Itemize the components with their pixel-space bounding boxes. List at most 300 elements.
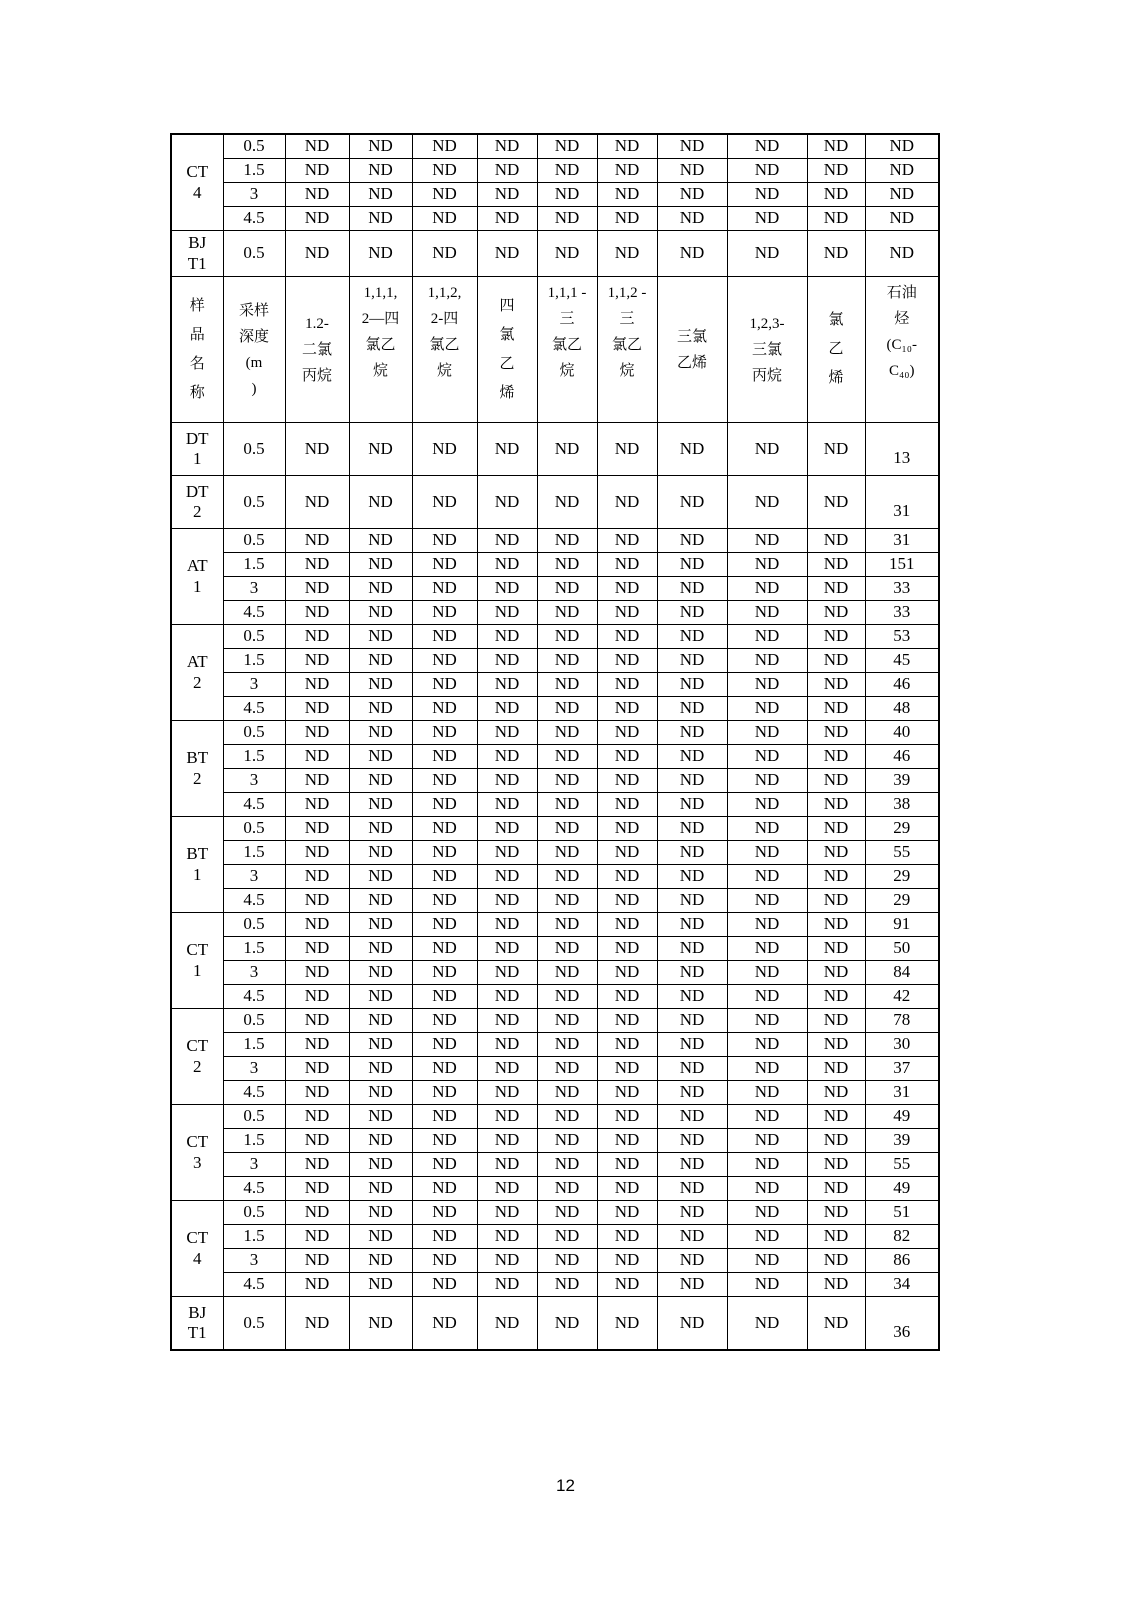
nd-value-cell: ND (807, 1033, 865, 1057)
nd-value-cell: ND (285, 553, 349, 577)
nd-value-cell: ND (412, 1105, 477, 1129)
nd-value-cell: ND (477, 183, 537, 207)
header-vinyl-chloride: 氯 乙 烯 (807, 277, 865, 423)
nd-value-cell: ND (349, 649, 412, 673)
nd-value-cell: ND (412, 745, 477, 769)
nd-value-cell: ND (285, 1081, 349, 1105)
nd-value-cell: ND (285, 913, 349, 937)
header-1-2-dichloropropane: 1.2- 二氯 丙烷 (285, 277, 349, 423)
header-petroleum-hydrocarbons-c10-c40: 石油 烃 (C₁₀- C₄₀) (865, 277, 939, 423)
depth-cell: 1.5 (223, 841, 285, 865)
nd-value-cell: ND (657, 183, 727, 207)
nd-value-cell: ND (285, 1273, 349, 1297)
nd-value-cell: ND (285, 697, 349, 721)
nd-value-cell: ND (349, 1033, 412, 1057)
nd-value-cell: ND (537, 673, 597, 697)
nd-value-cell: ND (285, 1153, 349, 1177)
petroleum-value-cell: 48 (865, 697, 939, 721)
depth-cell: 3 (223, 577, 285, 601)
nd-value-cell: ND (807, 937, 865, 961)
nd-value-cell: ND (349, 673, 412, 697)
nd-value-cell: ND (477, 1033, 537, 1057)
nd-value-cell: ND (285, 1105, 349, 1129)
nd-value-cell: ND (807, 1105, 865, 1129)
sample-row-at1-0-5 (171, 529, 939, 553)
nd-value-cell: ND (537, 553, 597, 577)
nd-value-cell: ND (727, 1273, 807, 1297)
nd-value-cell: ND (412, 1009, 477, 1033)
nd-value-cell: ND (477, 159, 537, 183)
nd-value-cell: ND (349, 1057, 412, 1081)
nd-value-cell: ND (807, 159, 865, 183)
nd-value-cell: ND (727, 577, 807, 601)
sample-row-at2-4-5 (171, 697, 939, 721)
nd-value-cell: ND (349, 553, 412, 577)
nd-value-cell: ND (597, 793, 657, 817)
nd-value-cell: ND (412, 673, 477, 697)
nd-value-cell: ND (727, 697, 807, 721)
nd-value-cell: ND (807, 769, 865, 793)
petroleum-value-cell: 49 (865, 1105, 939, 1129)
nd-value-cell: ND (349, 1129, 412, 1153)
nd-value-cell: ND (412, 913, 477, 937)
nd-value-cell: ND (657, 865, 727, 889)
nd-value-cell: ND (477, 1057, 537, 1081)
nd-value-cell: ND (807, 1201, 865, 1225)
nd-value-cell: ND (807, 553, 865, 577)
nd-value-cell: ND (349, 1297, 412, 1351)
nd-value-cell: ND (727, 865, 807, 889)
nd-value-cell: ND (349, 793, 412, 817)
nd-value-cell: ND (807, 1057, 865, 1081)
depth-cell: 1.5 (223, 159, 285, 183)
depth-cell: 1.5 (223, 1225, 285, 1249)
petroleum-value-cell: 46 (865, 745, 939, 769)
nd-value-cell: ND (412, 1081, 477, 1105)
nd-value-cell: ND (597, 1201, 657, 1225)
nd-value-cell: ND (285, 937, 349, 961)
sample-name-cell: CT 4 (171, 1201, 223, 1297)
nd-value-cell: ND (657, 476, 727, 529)
sample-row-bt1-0-5 (171, 817, 939, 841)
nd-value-cell: ND (597, 476, 657, 529)
nd-value-cell: ND (412, 134, 477, 159)
sample-name-cell: BJ T1 (171, 1297, 223, 1351)
nd-value-cell: ND (537, 697, 597, 721)
petroleum-value-cell: 34 (865, 1273, 939, 1297)
header-tetrachloroethylene: 四 氯 乙 烯 (477, 277, 537, 423)
sample-row-bjt1-0-5 (171, 1297, 939, 1351)
nd-value-cell: ND (597, 601, 657, 625)
nd-value-cell: ND (412, 937, 477, 961)
sample-row-ct4-3 (171, 1249, 939, 1273)
sample-row-ct4-1-5 (171, 1225, 939, 1249)
nd-value-cell: ND (537, 601, 597, 625)
nd-value-cell: ND (537, 159, 597, 183)
sample-name-cell: BJ T1 (171, 231, 223, 277)
nd-value-cell: ND (597, 1057, 657, 1081)
nd-value-cell: ND (597, 937, 657, 961)
nd-value-cell: ND (537, 1033, 597, 1057)
nd-value-cell: ND (285, 159, 349, 183)
nd-value-cell: ND (657, 769, 727, 793)
nd-value-cell: ND (537, 1081, 597, 1105)
page-number: 12 (556, 1476, 575, 1495)
depth-cell: 4.5 (223, 793, 285, 817)
nd-value-cell: ND (807, 865, 865, 889)
nd-value-cell: ND (537, 961, 597, 985)
nd-value-cell: ND (537, 183, 597, 207)
nd-value-cell: ND (597, 423, 657, 476)
nd-value-cell: ND (412, 1249, 477, 1273)
nd-value-cell: ND (807, 207, 865, 231)
nd-value-cell: ND (412, 1057, 477, 1081)
nd-value-cell: ND (477, 913, 537, 937)
nd-value-cell: ND (412, 601, 477, 625)
nd-value-cell: ND (477, 207, 537, 231)
nd-value-cell: ND (597, 769, 657, 793)
nd-value-cell: ND (412, 529, 477, 553)
nd-value-cell: ND (727, 769, 807, 793)
nd-value-cell: ND (537, 913, 597, 937)
nd-value-cell: ND (657, 553, 727, 577)
nd-value-cell: ND (727, 793, 807, 817)
depth-cell: 4.5 (223, 889, 285, 913)
nd-value-cell: ND (537, 1153, 597, 1177)
petroleum-value-cell: 38 (865, 793, 939, 817)
sample-row-ct2-1-5 (171, 1033, 939, 1057)
nd-value-cell: ND (727, 1009, 807, 1033)
nd-value-cell: ND (657, 697, 727, 721)
nd-value-cell: ND (807, 913, 865, 937)
sample-row-bt2-3 (171, 769, 939, 793)
nd-value-cell: ND (349, 1177, 412, 1201)
nd-value-cell: ND (285, 183, 349, 207)
petroleum-value-cell: 29 (865, 865, 939, 889)
nd-value-cell: ND (597, 841, 657, 865)
nd-value-cell: ND (727, 1249, 807, 1273)
nd-value-cell: ND (537, 1177, 597, 1201)
nd-value-cell: ND (349, 423, 412, 476)
nd-value-cell: ND (412, 889, 477, 913)
nd-value-cell: ND (597, 961, 657, 985)
nd-value-cell: ND (727, 817, 807, 841)
nd-value-cell: ND (285, 841, 349, 865)
nd-value-cell: ND (537, 985, 597, 1009)
nd-value-cell: ND (349, 577, 412, 601)
sample-row-ct2-0-5 (171, 1009, 939, 1033)
nd-value-cell: ND (349, 476, 412, 529)
nd-value-cell: ND (657, 1009, 727, 1033)
nd-value-cell: ND (537, 134, 597, 159)
petroleum-value-cell: 31 (865, 476, 939, 529)
nd-value-cell: ND (727, 1129, 807, 1153)
depth-cell: 0.5 (223, 625, 285, 649)
nd-value-cell: ND (412, 1033, 477, 1057)
nd-value-cell: ND (537, 1009, 597, 1033)
nd-value-cell: ND (657, 817, 727, 841)
nd-value-cell: ND (537, 1249, 597, 1273)
petroleum-value-cell: 46 (865, 673, 939, 697)
nd-value-cell: ND (807, 1225, 865, 1249)
sample-row-bt2-1-5 (171, 745, 939, 769)
nd-value-cell: ND (285, 1009, 349, 1033)
sample-name-cell: BT 2 (171, 721, 223, 817)
petroleum-value-cell: 31 (865, 529, 939, 553)
nd-value-cell: ND (597, 697, 657, 721)
nd-value-cell: ND (349, 529, 412, 553)
nd-value-cell: ND (537, 625, 597, 649)
nd-value-cell: ND (807, 476, 865, 529)
depth-cell: 3 (223, 673, 285, 697)
depth-cell: 0.5 (223, 423, 285, 476)
nd-value-cell: ND (477, 1009, 537, 1033)
sample-name-cell: DT 1 (171, 423, 223, 476)
header-1-1-2-2-tetrachloroethane: 1,1,2, 2-四 氯乙 烷 (412, 277, 477, 423)
petroleum-value-cell: 45 (865, 649, 939, 673)
petroleum-value-cell: 36 (865, 1297, 939, 1351)
sample-row-at1-3 (171, 577, 939, 601)
nd-value-cell: ND (285, 423, 349, 476)
nd-value-cell: ND (597, 889, 657, 913)
nd-value-cell: ND (865, 159, 939, 183)
nd-value-cell: ND (477, 1225, 537, 1249)
nd-value-cell: ND (412, 159, 477, 183)
nd-value-cell: ND (807, 1129, 865, 1153)
nd-value-cell: ND (597, 231, 657, 277)
nd-value-cell: ND (285, 985, 349, 1009)
nd-value-cell: ND (349, 745, 412, 769)
petroleum-value-cell: 51 (865, 1201, 939, 1225)
nd-value-cell: ND (285, 1177, 349, 1201)
nd-value-cell: ND (537, 1057, 597, 1081)
nd-value-cell: ND (412, 985, 477, 1009)
sample-row-ct4-4-5 (171, 1273, 939, 1297)
nd-value-cell: ND (657, 985, 727, 1009)
sample-row-at2-0-5 (171, 625, 939, 649)
nd-value-cell: ND (657, 1297, 727, 1351)
depth-cell: 0.5 (223, 1297, 285, 1351)
sample-row-bjt1-0-5 (171, 231, 939, 277)
nd-value-cell: ND (412, 721, 477, 745)
nd-value-cell: ND (349, 1081, 412, 1105)
nd-value-cell: ND (285, 207, 349, 231)
nd-value-cell: ND (807, 1081, 865, 1105)
nd-value-cell: ND (349, 889, 412, 913)
petroleum-value-cell: 49 (865, 1177, 939, 1201)
nd-value-cell: ND (537, 769, 597, 793)
nd-value-cell: ND (285, 649, 349, 673)
nd-value-cell: ND (412, 1129, 477, 1153)
nd-value-cell: ND (727, 476, 807, 529)
nd-value-cell: ND (657, 889, 727, 913)
sample-row-ct4-0-5 (171, 134, 939, 159)
depth-cell: 0.5 (223, 817, 285, 841)
nd-value-cell: ND (727, 529, 807, 553)
nd-value-cell: ND (865, 231, 939, 277)
depth-cell: 0.5 (223, 1009, 285, 1033)
nd-value-cell: ND (537, 937, 597, 961)
nd-value-cell: ND (807, 529, 865, 553)
nd-value-cell: ND (412, 865, 477, 889)
depth-cell: 4.5 (223, 697, 285, 721)
sample-name-cell: CT 4 (171, 134, 223, 231)
nd-value-cell: ND (597, 865, 657, 889)
nd-value-cell: ND (727, 601, 807, 625)
nd-value-cell: ND (477, 889, 537, 913)
nd-value-cell: ND (285, 231, 349, 277)
nd-value-cell: ND (597, 1009, 657, 1033)
nd-value-cell: ND (597, 529, 657, 553)
nd-value-cell: ND (349, 159, 412, 183)
nd-value-cell: ND (285, 817, 349, 841)
nd-value-cell: ND (349, 697, 412, 721)
nd-value-cell: ND (477, 476, 537, 529)
nd-value-cell: ND (727, 937, 807, 961)
nd-value-cell: ND (597, 1129, 657, 1153)
sample-row-ct1-4-5 (171, 985, 939, 1009)
nd-value-cell: ND (349, 1153, 412, 1177)
nd-value-cell: ND (807, 1249, 865, 1273)
depth-cell: 1.5 (223, 1129, 285, 1153)
nd-value-cell: ND (657, 1081, 727, 1105)
nd-value-cell: ND (727, 1177, 807, 1201)
nd-value-cell: ND (537, 476, 597, 529)
table-body (171, 134, 939, 1350)
sample-name-cell: DT 2 (171, 476, 223, 529)
petroleum-value-cell: 33 (865, 577, 939, 601)
petroleum-value-cell: 84 (865, 961, 939, 985)
nd-value-cell: ND (412, 1153, 477, 1177)
depth-cell: 1.5 (223, 553, 285, 577)
nd-value-cell: ND (657, 1153, 727, 1177)
nd-value-cell: ND (727, 1201, 807, 1225)
nd-value-cell: ND (727, 1153, 807, 1177)
header-sampling-depth: 采样 深度 (m ) (223, 277, 285, 423)
nd-value-cell: ND (597, 183, 657, 207)
nd-value-cell: ND (597, 159, 657, 183)
nd-value-cell: ND (412, 231, 477, 277)
nd-value-cell: ND (865, 134, 939, 159)
nd-value-cell: ND (537, 231, 597, 277)
nd-value-cell: ND (597, 1105, 657, 1129)
nd-value-cell: ND (477, 865, 537, 889)
nd-value-cell: ND (285, 476, 349, 529)
depth-cell: 1.5 (223, 937, 285, 961)
nd-value-cell: ND (412, 183, 477, 207)
nd-value-cell: ND (285, 625, 349, 649)
nd-value-cell: ND (477, 601, 537, 625)
table-header-row (171, 277, 939, 423)
sample-row-ct3-1-5 (171, 1129, 939, 1153)
nd-value-cell: ND (537, 745, 597, 769)
petroleum-value-cell: 151 (865, 553, 939, 577)
nd-value-cell: ND (537, 1225, 597, 1249)
nd-value-cell: ND (412, 817, 477, 841)
nd-value-cell: ND (657, 649, 727, 673)
nd-value-cell: ND (537, 423, 597, 476)
nd-value-cell: ND (477, 1153, 537, 1177)
nd-value-cell: ND (807, 817, 865, 841)
petroleum-value-cell: 31 (865, 1081, 939, 1105)
nd-value-cell: ND (477, 423, 537, 476)
nd-value-cell: ND (597, 1273, 657, 1297)
nd-value-cell: ND (597, 721, 657, 745)
nd-value-cell: ND (657, 625, 727, 649)
nd-value-cell: ND (412, 769, 477, 793)
nd-value-cell: ND (537, 817, 597, 841)
sample-row-ct1-1-5 (171, 937, 939, 961)
nd-value-cell: ND (477, 721, 537, 745)
sample-row-at1-1-5 (171, 553, 939, 577)
nd-value-cell: ND (807, 697, 865, 721)
nd-value-cell: ND (807, 961, 865, 985)
depth-cell: 0.5 (223, 134, 285, 159)
nd-value-cell: ND (285, 1201, 349, 1225)
depth-cell: 4.5 (223, 1081, 285, 1105)
sample-name-cell: AT 1 (171, 529, 223, 625)
petroleum-value-cell: 55 (865, 841, 939, 865)
sample-row-ct1-3 (171, 961, 939, 985)
nd-value-cell: ND (477, 697, 537, 721)
nd-value-cell: ND (477, 769, 537, 793)
nd-value-cell: ND (727, 1105, 807, 1129)
sample-row-bt1-4-5 (171, 889, 939, 913)
nd-value-cell: ND (537, 649, 597, 673)
depth-cell: 0.5 (223, 721, 285, 745)
nd-value-cell: ND (727, 721, 807, 745)
nd-value-cell: ND (657, 207, 727, 231)
nd-value-cell: ND (807, 1009, 865, 1033)
nd-value-cell: ND (537, 889, 597, 913)
nd-value-cell: ND (597, 577, 657, 601)
nd-value-cell: ND (349, 183, 412, 207)
nd-value-cell: ND (477, 937, 537, 961)
nd-value-cell: ND (657, 1177, 727, 1201)
nd-value-cell: ND (807, 889, 865, 913)
nd-value-cell: ND (412, 1225, 477, 1249)
sample-row-ct3-3 (171, 1153, 939, 1177)
petroleum-value-cell: 55 (865, 1153, 939, 1177)
nd-value-cell: ND (657, 1249, 727, 1273)
nd-value-cell: ND (807, 134, 865, 159)
nd-value-cell: ND (727, 231, 807, 277)
nd-value-cell: ND (477, 985, 537, 1009)
sample-name-cell: AT 2 (171, 625, 223, 721)
nd-value-cell: ND (727, 841, 807, 865)
nd-value-cell: ND (727, 1081, 807, 1105)
depth-cell: 0.5 (223, 529, 285, 553)
nd-value-cell: ND (285, 1225, 349, 1249)
nd-value-cell: ND (657, 793, 727, 817)
nd-value-cell: ND (597, 625, 657, 649)
nd-value-cell: ND (727, 889, 807, 913)
sample-row-ct2-4-5 (171, 1081, 939, 1105)
nd-value-cell: ND (727, 985, 807, 1009)
nd-value-cell: ND (727, 134, 807, 159)
depth-cell: 1.5 (223, 1033, 285, 1057)
nd-value-cell: ND (597, 553, 657, 577)
nd-value-cell: ND (349, 937, 412, 961)
nd-value-cell: ND (597, 913, 657, 937)
depth-cell: 3 (223, 1057, 285, 1081)
sample-name-cell: CT 3 (171, 1105, 223, 1201)
soil-sample-results-table (170, 133, 940, 1351)
depth-cell: 0.5 (223, 1105, 285, 1129)
nd-value-cell: ND (727, 1057, 807, 1081)
nd-value-cell: ND (727, 1033, 807, 1057)
nd-value-cell: ND (807, 1297, 865, 1351)
